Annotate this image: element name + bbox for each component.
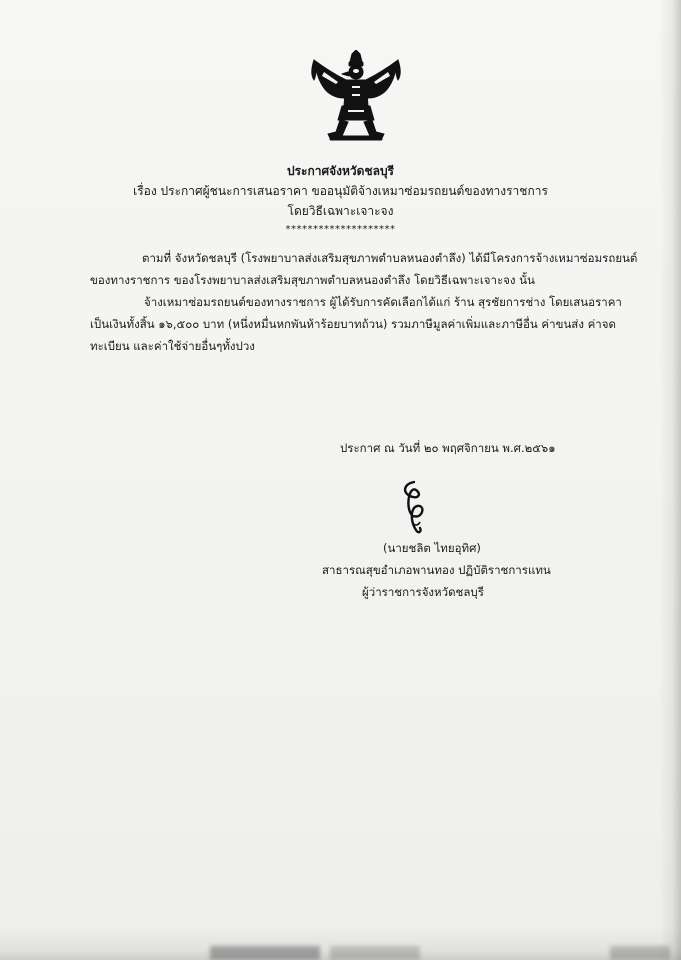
signatory-name: (นายชลิต ไทยอุทิศ) xyxy=(383,541,481,555)
body-paragraph-line: ของทางราชการ ของโรงพยาบาลส่งเสริมสุขภาพตำบลหนองตำลึง โดยวิธีเฉพาะเจาะจง นั้น xyxy=(90,273,535,287)
announcement-date: ประกาศ ณ วันที่ ๒๐ พฤศจิกายน พ.ศ.๒๕๖๑ xyxy=(340,441,556,455)
body-paragraph-line: จ้างเหมาซ่อมรถยนต์ของทางราชการ ผู้ได้รับการคัดเลือกได้แก่ ร้าน สุรชัยการช่าง โดยเสนอราคา xyxy=(144,295,622,309)
body-paragraph-line: เป็นเงินทั้งสิ้น ๑๖,๕๐๐ บาท (หนึ่งหมื่นหกพันห้าร้อยบาทถ้วน) รวมภาษีมูลค่าเพิ่มและภาษีอื่น ค่าขนส่ง ค่าจด xyxy=(90,317,616,331)
page-edge-shadow xyxy=(659,0,681,960)
body-paragraph-line: ทะเบียน และค่าใช้จ่ายอื่นๆทั้งปวง xyxy=(90,339,255,353)
document-subject: เรื่อง ประกาศผู้ชนะการเสนอราคา ขออนุมัติจ้างเหมาซ่อมรถยนต์ของทางราชการ xyxy=(133,184,548,198)
scan-noise xyxy=(210,946,320,960)
signatory-position: สาธารณสุขอำเภอพานทอง ปฏิบัติราชการแทน xyxy=(322,563,551,577)
scan-noise xyxy=(330,946,420,960)
signatory-position-on-behalf: ผู้ว่าราชการจังหวัดชลบุรี xyxy=(362,585,484,599)
document-title: ประกาศจังหวัดชลบุรี xyxy=(286,164,395,178)
garuda-emblem-icon xyxy=(308,50,404,142)
scan-noise xyxy=(610,946,670,960)
handwritten-signature xyxy=(392,478,440,536)
body-paragraph-line: ตามที่ จังหวัดชลบุรี (โรงพยาบาลส่งเสริมสุขภาพตำบลหนองตำลึง) ได้มีโครงการจ้างเหมาซ่อมรถยนต์ xyxy=(142,251,638,265)
divider-asterisks: ******************** xyxy=(285,224,396,235)
procurement-method: โดยวิธีเฉพาะเจาะจง xyxy=(287,204,394,218)
